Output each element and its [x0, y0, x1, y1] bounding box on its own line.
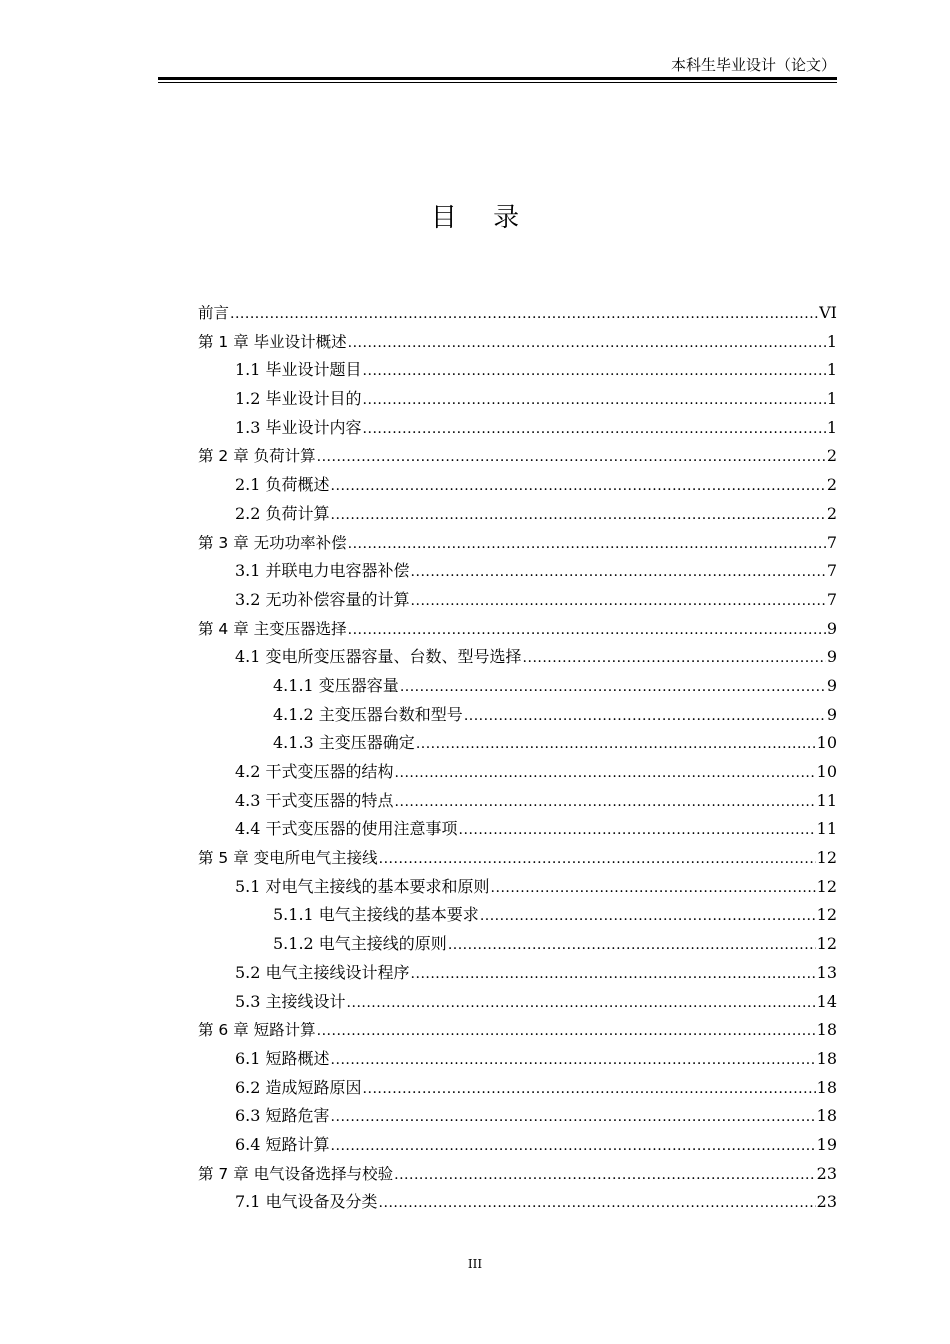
toc-dot-leader [363, 1075, 816, 1104]
toc-entry-page: 7 [826, 561, 837, 581]
toc-entry-page: 11 [816, 819, 837, 839]
toc-entry-label: 6.4 短路计算 [235, 1134, 330, 1154]
toc-section-entry[interactable] [198, 1074, 837, 1103]
toc-entry-label: 1.3 毕业设计内容 [235, 417, 362, 437]
toc-dot-leader [411, 960, 816, 989]
toc-chapter-entry[interactable] [198, 299, 837, 328]
toc-entry-label: 第 3 章 无功功率补偿 [198, 533, 347, 552]
toc-entry-label: 第 2 章 负荷计算 [198, 447, 316, 466]
toc-dot-leader [317, 1017, 816, 1046]
toc-section-entry[interactable] [198, 586, 837, 615]
toc-entry-page: 12 [816, 905, 837, 925]
toc-entry-label: 前言 [198, 304, 230, 322]
toc-section-entry[interactable] [198, 385, 837, 414]
toc-entry-page: 18 [816, 1106, 837, 1126]
toc-entry-page: 9 [826, 618, 837, 638]
toc-entry-page: 18 [816, 1077, 837, 1097]
toc-section-entry[interactable] [198, 758, 837, 787]
toc-dot-leader [523, 644, 826, 673]
toc-section-entry[interactable] [198, 643, 837, 672]
toc-entry-page: 2 [826, 503, 837, 523]
toc-dot-leader [459, 816, 816, 845]
toc-entry-label: 3.1 并联电力电容器补偿 [235, 561, 410, 581]
toc-section-entry[interactable] [198, 414, 837, 443]
toc-entry-page: 9 [826, 704, 837, 724]
toc-dot-leader [395, 788, 816, 817]
toc-entry-label: 6.3 短路危害 [235, 1106, 330, 1126]
toc-dot-leader [348, 329, 826, 358]
toc-entry-label: 6.2 造成短路原因 [235, 1077, 362, 1097]
toc-section-entry[interactable] [198, 1188, 837, 1217]
toc-section-entry[interactable] [198, 672, 837, 701]
toc-dot-leader [480, 902, 816, 931]
table-of-contents [198, 299, 837, 1217]
toc-entry-page: 13 [816, 962, 837, 982]
toc-entry-page: 1 [826, 417, 837, 437]
toc-section-entry[interactable] [198, 1131, 837, 1160]
toc-section-entry[interactable] [198, 787, 837, 816]
toc-section-entry[interactable] [198, 873, 837, 902]
toc-entry-label: 2.2 负荷计算 [235, 503, 330, 523]
page-title: 目 录 [430, 203, 534, 233]
toc-entry-label: 第 7 章 电气设备选择与校验 [198, 1164, 394, 1183]
toc-entry-page: VI [819, 303, 837, 322]
toc-chapter-entry[interactable] [198, 529, 837, 558]
toc-entry-label: 4.2 干式变压器的结构 [235, 762, 394, 781]
toc-dot-leader [379, 845, 816, 874]
toc-dot-leader [348, 616, 826, 645]
toc-entry-page: 18 [816, 1020, 837, 1040]
toc-entry-page: 14 [816, 991, 837, 1011]
toc-section-entry[interactable] [198, 930, 837, 959]
toc-entry-label: 4.3 干式变压器的特点 [235, 790, 394, 810]
toc-dot-leader [331, 501, 826, 530]
toc-entry-page: 1 [826, 331, 837, 351]
toc-entry-label: 3.2 无功补偿容量的计算 [235, 589, 410, 609]
toc-entry-page: 1 [826, 389, 837, 409]
toc-chapter-entry[interactable] [198, 1160, 837, 1189]
toc-dot-leader [363, 415, 826, 444]
toc-entry-page: 9 [826, 675, 837, 695]
toc-section-entry[interactable] [198, 988, 837, 1017]
toc-entry-page: 2 [826, 475, 837, 495]
toc-entry-label: 5.2 电气主接线设计程序 [235, 962, 410, 982]
toc-section-entry[interactable] [198, 815, 837, 844]
toc-entry-label: 7.1 电气设备及分类 [235, 1192, 378, 1212]
toc-section-entry[interactable] [198, 1102, 837, 1131]
toc-entry-label: 第 5 章 变电所电气主接线 [198, 849, 378, 868]
toc-entry-page: 7 [826, 532, 837, 552]
toc-dot-leader [331, 1132, 816, 1161]
toc-section-entry[interactable] [198, 356, 837, 385]
toc-entry-page: 7 [826, 589, 837, 609]
toc-section-entry[interactable] [198, 729, 837, 758]
toc-entry-label: 4.4 干式变压器的使用注意事项 [235, 819, 458, 839]
toc-dot-leader [448, 931, 816, 960]
toc-dot-leader [317, 443, 826, 472]
toc-dot-leader [331, 1046, 816, 1075]
toc-entry-page: 23 [816, 1163, 837, 1183]
toc-chapter-entry[interactable] [198, 615, 837, 644]
toc-section-entry[interactable] [198, 901, 837, 930]
toc-entry-label: 第 4 章 主变压器选择 [198, 619, 347, 638]
header-rule [158, 77, 837, 80]
toc-entry-label: 6.1 短路概述 [235, 1048, 330, 1068]
toc-chapter-entry[interactable] [198, 844, 837, 873]
toc-dot-leader [491, 874, 816, 903]
running-header: 本科生毕业设计（论文） [670, 56, 836, 74]
toc-dot-leader [394, 1161, 815, 1190]
toc-entry-label: 4.1.2 主变压器台数和型号 [273, 704, 463, 724]
toc-entry-label: 4.1.3 主变压器确定 [273, 733, 415, 753]
toc-dot-leader [379, 1189, 816, 1218]
toc-entry-label: 1.1 毕业设计题目 [235, 360, 362, 380]
toc-dot-leader [347, 989, 816, 1018]
toc-entry-page: 10 [816, 733, 837, 753]
toc-entry-label: 5.1.2 电气主接线的原则 [273, 934, 447, 954]
toc-chapter-entry[interactable] [198, 328, 837, 357]
toc-entry-page: 19 [816, 1134, 837, 1154]
toc-entry-label: 第 1 章 毕业设计概述 [198, 332, 347, 351]
toc-entry-page: 2 [826, 446, 837, 466]
toc-entry-label: 1.2 毕业设计目的 [235, 389, 362, 409]
toc-dot-leader [363, 386, 826, 415]
toc-entry-page: 18 [816, 1048, 837, 1068]
toc-chapter-entry[interactable] [198, 442, 837, 471]
toc-dot-leader [400, 673, 826, 702]
toc-section-entry[interactable] [198, 500, 837, 529]
toc-entry-page: 10 [816, 762, 837, 781]
toc-entry-label: 第 6 章 短路计算 [198, 1021, 316, 1040]
toc-section-entry[interactable] [198, 557, 837, 586]
toc-entry-label: 5.1 对电气主接线的基本要求和原则 [235, 876, 490, 896]
toc-dot-leader [230, 300, 818, 329]
toc-entry-label: 2.1 负荷概述 [235, 475, 330, 495]
toc-dot-leader [363, 357, 826, 386]
toc-entry-page: 12 [816, 876, 837, 896]
toc-dot-leader [395, 759, 816, 788]
toc-section-entry[interactable] [198, 471, 837, 500]
toc-entry-label: 5.3 主接线设计 [235, 991, 346, 1011]
toc-dot-leader [331, 1103, 816, 1132]
toc-dot-leader [411, 558, 826, 587]
page-number: III [467, 1257, 483, 1271]
toc-entry-page: 9 [826, 647, 837, 667]
toc-dot-leader [464, 702, 826, 731]
toc-entry-page: 12 [816, 934, 837, 954]
toc-entry-label: 4.1 变电所变压器容量、台数、型号选择 [235, 647, 522, 667]
toc-entry-page: 23 [816, 1192, 837, 1212]
toc-chapter-entry[interactable] [198, 1016, 837, 1045]
toc-section-entry[interactable] [198, 1045, 837, 1074]
toc-dot-leader [348, 530, 826, 559]
header-rule-thin [158, 82, 837, 83]
toc-dot-leader [411, 587, 826, 616]
toc-section-entry[interactable] [198, 959, 837, 988]
toc-section-entry[interactable] [198, 701, 837, 730]
toc-entry-page: 1 [826, 360, 837, 380]
toc-entry-label: 5.1.1 电气主接线的基本要求 [273, 905, 479, 925]
toc-entry-label: 4.1.1 变压器容量 [273, 675, 399, 695]
toc-entry-page: 12 [816, 848, 837, 868]
toc-dot-leader [416, 730, 816, 759]
toc-entry-page: 11 [816, 790, 837, 810]
toc-dot-leader [331, 472, 826, 501]
